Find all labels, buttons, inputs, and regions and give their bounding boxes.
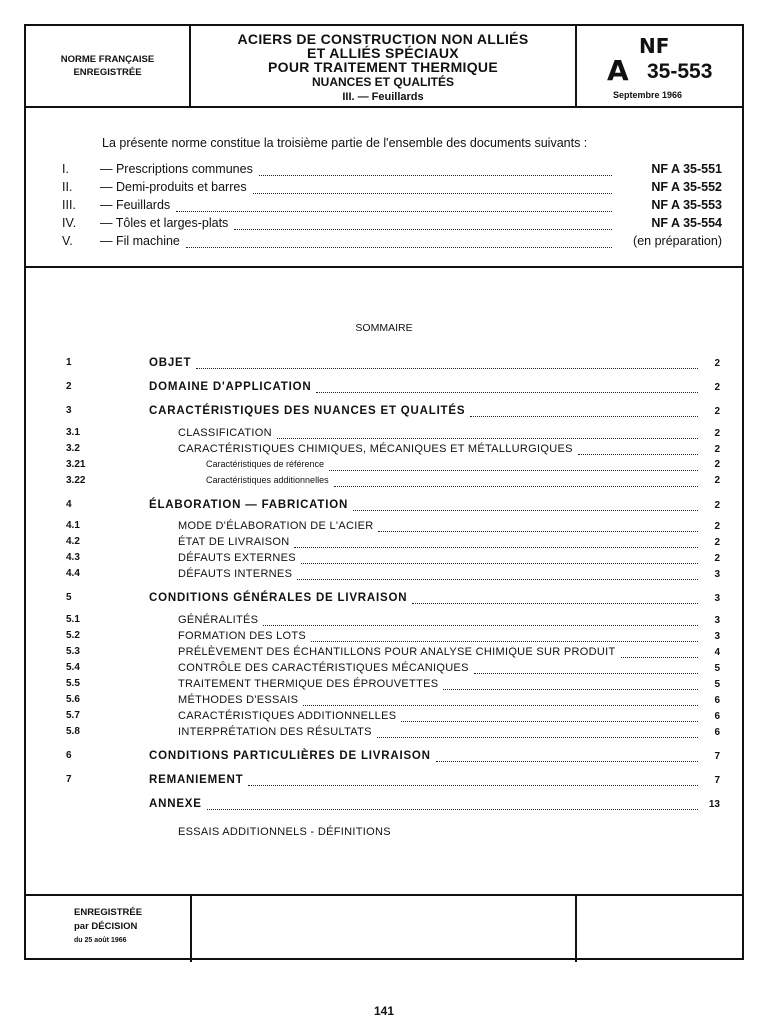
toc-page: 2 (714, 382, 720, 393)
toc-page: 2 (714, 428, 720, 439)
toc-subsection (66, 552, 720, 568)
toc-label: ÉLABORATION — FABRICATION (149, 499, 349, 511)
document-title: — Tôles et larges-plats (100, 216, 229, 230)
toc-page: 3 (714, 631, 720, 642)
dot-leader (353, 500, 698, 511)
standard-number: 35-553 (647, 60, 713, 83)
toc-subsection (66, 630, 720, 646)
toc-page: 4 (714, 647, 720, 658)
title-line-2: ET ALLIÉS SPÉCIAUX (307, 45, 459, 61)
footer-date: du 25 août 1966 (74, 937, 127, 944)
toc-label: ÉTAT DE LIVRAISON (178, 536, 290, 548)
document-title: — Fil machine (100, 234, 180, 248)
document-title: — Prescriptions communes (100, 162, 253, 176)
toc-number: 2 (66, 381, 72, 392)
dot-leader (474, 663, 698, 674)
document-title: — Demi-produits et barres (100, 180, 247, 194)
dot-leader (401, 711, 698, 722)
toc-page: 6 (714, 695, 720, 706)
toc-label: CARACTÉRISTIQUES CHIMIQUES, MÉCANIQUES ET MÉTALLURGIQUES (178, 443, 573, 455)
toc-number: 5.8 (66, 726, 80, 737)
toc-number: 5.7 (66, 710, 80, 721)
toc-subsection (66, 726, 720, 742)
toc-page: 2 (714, 500, 720, 511)
document-reference: NF A 35-553 (651, 198, 722, 212)
toc-page: 6 (714, 711, 720, 722)
publication-date: Septembre 1966 (613, 90, 683, 100)
dot-leader (334, 476, 698, 487)
toc-number: 7 (66, 774, 72, 785)
toc-page: 2 (714, 459, 720, 470)
sommaire-title: SOMMAIRE (355, 322, 413, 334)
header-block (26, 26, 742, 108)
toc-number: 4.1 (66, 520, 80, 531)
dot-leader (378, 521, 698, 532)
enregistree-label: ENREGISTRÉE (73, 67, 142, 78)
document-list-item (62, 162, 722, 180)
annex-subtitle: ESSAIS ADDITIONNELS - DÉFINITIONS (178, 826, 391, 838)
toc-section (66, 774, 720, 790)
toc-page: 7 (714, 775, 720, 786)
toc-section (66, 798, 720, 814)
toc-section (66, 750, 720, 766)
document-reference: NF A 35-551 (651, 162, 722, 176)
toc-section (66, 381, 720, 397)
document-reference: NF A 35-552 (651, 180, 722, 194)
toc-number: 5.2 (66, 630, 80, 641)
dot-leader (301, 553, 698, 564)
registration-decision (26, 896, 192, 962)
dot-leader (377, 727, 698, 738)
document-roman-numeral: I. (62, 162, 69, 176)
toc-page: 13 (708, 799, 720, 810)
document-roman-numeral: V. (62, 234, 73, 248)
toc-number: 5.4 (66, 662, 80, 673)
toc-number: 3.21 (66, 459, 86, 470)
footer-block (26, 894, 742, 962)
toc-subsection (66, 710, 720, 726)
footer-line-1: ENREGISTRÉE (74, 907, 143, 918)
dot-leader (311, 631, 698, 642)
document-reference: (en préparation) (633, 234, 722, 248)
title-line-3: POUR TRAITEMENT THERMIQUE (268, 59, 498, 75)
dot-leader (196, 358, 698, 369)
dot-leader (316, 382, 698, 393)
toc-label: ANNEXE (149, 798, 202, 810)
dot-leader (277, 428, 698, 439)
toc-number: 4.3 (66, 552, 80, 563)
toc-label: CONDITIONS GÉNÉRALES DE LIVRAISON (149, 592, 408, 604)
toc-subsection (66, 568, 720, 584)
toc-label: CLASSIFICATION (178, 427, 272, 439)
document-reference: NF A 35-554 (651, 216, 722, 230)
toc-label: DOMAINE D'APPLICATION (149, 381, 312, 393)
subtitle: NUANCES ET QUALITÉS (311, 75, 454, 89)
toc-subsection (66, 443, 720, 459)
toc-page: 5 (714, 663, 720, 674)
toc-label: PRÉLÈVEMENT DES ÉCHANTILLONS POUR ANALYSE CHIMIQUE SUR PRODUIT (178, 646, 616, 658)
registration-label (26, 26, 191, 106)
toc-label: FORMATION DES LOTS (178, 630, 307, 642)
dot-leader (436, 751, 698, 762)
toc-page: 2 (714, 406, 720, 417)
toc-label: DÉFAUTS INTERNES (178, 568, 293, 580)
toc-number: 3 (66, 405, 72, 416)
toc-label: CARACTÉRISTIQUES DES NUANCES ET QUALITÉS (149, 405, 466, 417)
toc-page: 2 (714, 553, 720, 564)
toc-subsection (66, 678, 720, 694)
dot-leader (248, 775, 698, 786)
toc-subsection (66, 536, 720, 552)
toc-subsection (66, 614, 720, 630)
toc-subsection (66, 427, 720, 443)
toc-number: 5.1 (66, 614, 80, 625)
dot-leader (412, 593, 698, 604)
toc-label: INTERPRÉTATION DES RÉSULTATS (178, 726, 372, 738)
toc-number: 3.2 (66, 443, 80, 454)
document-list-item (62, 180, 722, 198)
toc-section (66, 405, 720, 421)
toc-page: 3 (714, 569, 720, 580)
toc-number: 5.6 (66, 694, 80, 705)
document-roman-numeral: IV. (62, 216, 77, 230)
toc-number: 6 (66, 750, 72, 761)
toc-subsection (66, 520, 720, 536)
toc-page: 2 (714, 358, 720, 369)
dot-leader (294, 537, 698, 548)
toc-label: CONTRÔLE DES CARACTÉRISTIQUES MÉCANIQUES (178, 662, 469, 674)
toc-label: Caractéristiques de référence (206, 459, 325, 469)
toc-subsection (66, 475, 720, 491)
toc-subsection (66, 459, 720, 475)
dot-leader (253, 183, 612, 194)
nf-label: NF (639, 34, 670, 58)
toc-label: MÉTHODES D'ESSAIS (178, 694, 299, 706)
toc-number: 1 (66, 357, 72, 368)
toc-number: 4.4 (66, 568, 80, 579)
toc-section (66, 592, 720, 608)
toc-label: OBJET (149, 357, 192, 369)
toc-subsection (66, 646, 720, 662)
footer-line-2: par DÉCISION (74, 921, 138, 932)
toc-label: GÉNÉRALITÉS (178, 614, 259, 626)
toc-page: 7 (714, 751, 720, 762)
part-label: III. — Feuillards (342, 91, 424, 103)
dot-leader (176, 201, 612, 212)
toc-label: MODE D'ÉLABORATION DE L'ACIER (178, 520, 374, 532)
dot-leader (470, 406, 698, 417)
toc-subsection (66, 662, 720, 678)
footer-blank-cell (194, 896, 577, 962)
nf-letter: A (607, 54, 629, 87)
dot-leader (329, 460, 698, 471)
document-roman-numeral: III. (62, 198, 76, 212)
toc-number: 3.22 (66, 475, 86, 486)
standard-title (191, 26, 577, 106)
norme-label: NORME FRANÇAISE (60, 54, 155, 65)
toc-label: DÉFAUTS EXTERNES (178, 552, 296, 564)
toc-page: 5 (714, 679, 720, 690)
document-list-item (62, 234, 722, 252)
dot-leader (297, 569, 698, 580)
toc-page: 2 (714, 521, 720, 532)
toc-section (66, 499, 720, 515)
dot-leader (186, 237, 612, 248)
toc-subsection (66, 694, 720, 710)
toc-section (66, 357, 720, 373)
document-roman-numeral: II. (62, 180, 73, 194)
toc-page: 3 (714, 615, 720, 626)
documents-section (26, 106, 742, 268)
dot-leader (578, 444, 698, 455)
toc-number: 5.3 (66, 646, 80, 657)
page-number: 141 (373, 1004, 395, 1018)
document-title: — Feuillards (100, 198, 171, 212)
toc-label: CARACTÉRISTIQUES ADDITIONNELLES (178, 710, 397, 722)
toc-page: 3 (714, 593, 720, 604)
dot-leader (303, 695, 698, 706)
toc-number: 5 (66, 592, 72, 603)
dot-leader (443, 679, 698, 690)
toc-label: CONDITIONS PARTICULIÈRES DE LIVRAISON (149, 750, 431, 762)
documents-intro: La présente norme constitue la troisième partie de l'ensemble des documents suivants : (102, 136, 588, 150)
dot-leader (234, 219, 612, 230)
toc-page: 6 (714, 727, 720, 738)
toc-page: 2 (714, 475, 720, 486)
dot-leader (263, 615, 698, 626)
toc-number: 4.2 (66, 536, 80, 547)
toc-label: REMANIEMENT (149, 774, 244, 786)
dot-leader (207, 799, 698, 810)
dot-leader (259, 165, 612, 176)
toc-number: 4 (66, 499, 72, 510)
toc-number: 3.1 (66, 427, 80, 438)
toc-label: TRAITEMENT THERMIQUE DES ÉPROUVETTES (178, 678, 439, 690)
dot-leader (621, 647, 698, 658)
toc-page: 2 (714, 537, 720, 548)
document-list-item (62, 216, 722, 234)
toc-label: Caractéristiques additionnelles (206, 475, 329, 485)
toc-page: 2 (714, 444, 720, 455)
toc-number: 5.5 (66, 678, 80, 689)
title-line-1: ACIERS DE CONSTRUCTION NON ALLIÉS (237, 31, 529, 47)
document-frame (24, 24, 744, 960)
document-list-item (62, 198, 722, 216)
standard-reference (577, 26, 742, 106)
